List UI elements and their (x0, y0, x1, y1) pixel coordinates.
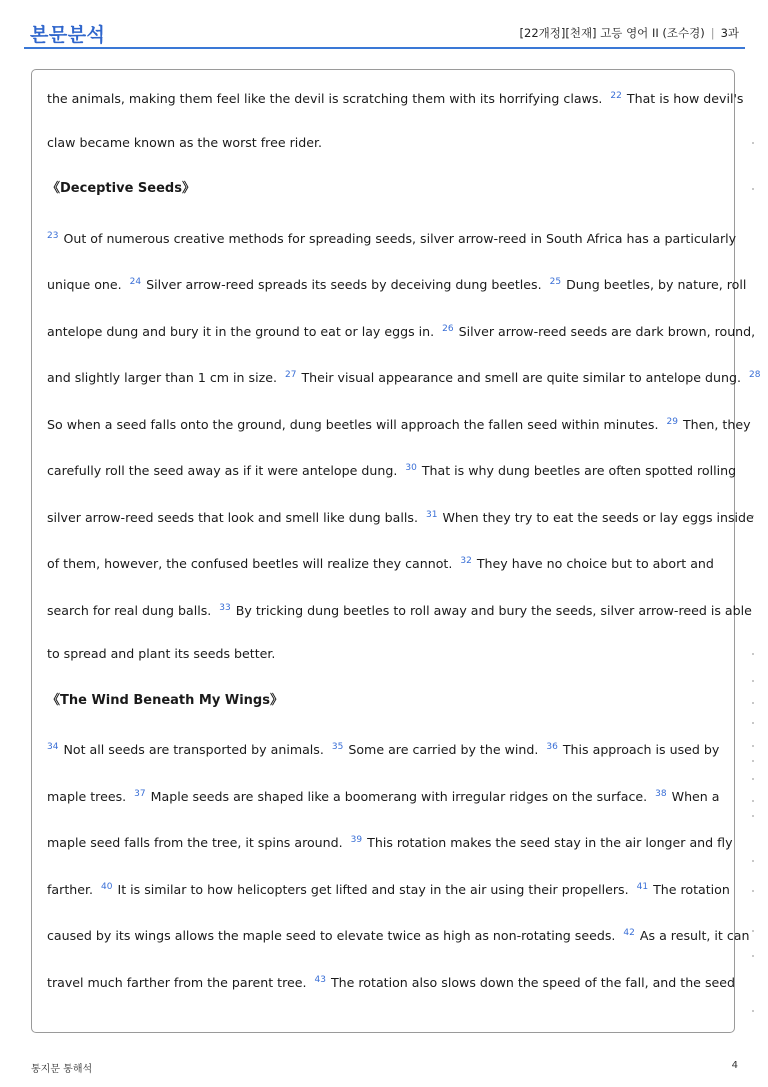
course-info (520, 25, 739, 41)
sentence-number: 43 (314, 974, 326, 985)
sentence-text: As a result, it can (639, 928, 750, 943)
sentence-number: 38 (655, 788, 667, 799)
text-line (47, 352, 761, 399)
sentence-text: This approach is used by (562, 742, 720, 757)
sentence-number: 39 (350, 835, 363, 845)
sentence-number: 34 (47, 742, 59, 752)
sentence-text: Not all seeds are transported by animals. (63, 742, 324, 757)
sentence-text: This rotation makes the seed stay in the air longer and fly (367, 835, 733, 850)
text-line (47, 771, 723, 818)
sentence-number: 37 (134, 788, 146, 799)
sentence-text: The rotation also slows down the speed of the fall, and the seed (330, 974, 735, 990)
text-line (47, 957, 735, 1004)
sentence-number: 22 (610, 91, 622, 101)
text-line (47, 817, 733, 864)
heading-text: 《Deceptive Seeds》 (47, 181, 195, 196)
sentence-text: That is why dung beetles are often spotted rolling (421, 463, 737, 478)
header-divider (24, 47, 745, 49)
sentence-text: travel much farther from the parent tree. (47, 974, 307, 990)
sentence-text: Their visual appearance and smell are quite similar to antelope dung. (301, 370, 741, 385)
sentence-text: Silver arrow-reed seeds are dark brown, round, (458, 323, 756, 339)
section-title: 본문분석 (30, 24, 106, 46)
page-number: 4 (731, 1060, 738, 1071)
sentence-number: 23 (47, 230, 59, 241)
section-heading (47, 166, 723, 213)
text-line (47, 445, 737, 492)
sentence-number: 35 (331, 742, 344, 752)
text-line (47, 631, 723, 678)
sentence-number: 24 (129, 277, 142, 287)
sentence-text: It is similar to how helicopters get lifted and stay in the air using their propellers. (117, 881, 629, 897)
passage-text (47, 73, 761, 1003)
sentence-number: 26 (442, 323, 454, 334)
sentence-text: claw became known as the worst free rider. (47, 134, 323, 150)
heading-text: 《The Wind Beneath My Wings》 (47, 692, 283, 708)
sentence-text: When a (671, 788, 720, 804)
sentence-number: 41 (636, 881, 649, 892)
sentence-text: antelope dung and bury it in the ground to eat or lay eggs in. (47, 323, 435, 339)
sentence-text: search for real dung balls. (47, 602, 212, 618)
text-line (47, 585, 752, 632)
sentence-number: 33 (219, 602, 231, 613)
sentence-number: 25 (549, 277, 562, 287)
sentence-text: unique one. (47, 277, 122, 292)
sentence-text: carefully roll the seed away as if it were antelope dung. (47, 463, 398, 478)
sentence-number: 31 (425, 509, 438, 520)
sentence-text: Then, they (682, 416, 751, 432)
sentence-text: and slightly larger than 1 cm in size. (47, 370, 277, 385)
text-line (47, 73, 744, 120)
text-line (47, 259, 747, 306)
text-line (47, 213, 737, 260)
sentence-text: maple trees. (47, 788, 127, 804)
sentence-text: Out of numerous creative methods for spreading seeds, silver arrow-reed in South Africa has a particularly (63, 230, 737, 246)
sentence-text: Some are carried by the wind. (348, 742, 539, 757)
sentence-text: When they try to eat the seeds or lay eggs inside (442, 509, 754, 525)
sentence-text: to spread and plant its seeds better. (47, 646, 276, 661)
sentence-text: The rotation (653, 881, 730, 897)
sentence-text: caused by its wings allows the maple seed to elevate twice as high as non-rotating seeds. (47, 928, 616, 943)
text-line (47, 910, 750, 957)
page-header (24, 20, 745, 50)
sentence-text: of them, however, the confused beetles will realize they cannot. (47, 556, 453, 571)
sentence-number: 30 (405, 463, 417, 473)
lesson-label: 3과 (720, 26, 739, 40)
sentence-text: farther. (47, 881, 94, 897)
sentence-text: By tricking dung beetles to roll away and bury the seeds, silver arrow-reed is able (235, 602, 752, 618)
sentence-text: Silver arrow-reed spreads its seeds by deceiving dung beetles. (146, 277, 542, 292)
sentence-number: 27 (284, 370, 297, 380)
text-line (47, 724, 723, 771)
footer-label: 통지문 통해석 (31, 1064, 93, 1075)
text-line (47, 538, 723, 585)
text-line (47, 864, 730, 911)
sentence-text: They have no choice but to abort and (476, 556, 714, 571)
course-name: [22개정][천재] 고등 영어 II (조수경) (519, 26, 705, 40)
sentence-number: 32 (460, 556, 472, 566)
text-line (47, 120, 723, 167)
sentence-number: 42 (623, 928, 635, 938)
sentence-number: 28 (748, 370, 761, 380)
sentence-text: Maple seeds are shaped like a boomerang with irregular ridges on the surface. (150, 788, 648, 804)
sentence-text: So when a seed falls onto the ground, dung beetles will approach the fallen seed within minutes. (47, 416, 659, 432)
text-line (47, 492, 754, 539)
sentence-text: silver arrow-reed seeds that look and smell like dung balls. (47, 509, 418, 525)
scroll-edge-marks (752, 70, 756, 1034)
text-line (47, 306, 756, 353)
sentence-number: 40 (101, 881, 113, 892)
sentence-text: the animals, making them feel like the devil is scratching them with its horrifying claws. (47, 91, 603, 106)
sentence-number: 36 (546, 742, 558, 752)
sentence-text: Dung beetles, by nature, roll (566, 277, 747, 292)
sentence-number: 29 (666, 416, 678, 427)
sentence-text: That is how devil's (626, 91, 744, 106)
section-heading (47, 678, 723, 725)
text-line (47, 399, 751, 446)
separator: | (710, 26, 715, 40)
sentence-text: maple seed falls from the tree, it spins around. (47, 835, 343, 850)
